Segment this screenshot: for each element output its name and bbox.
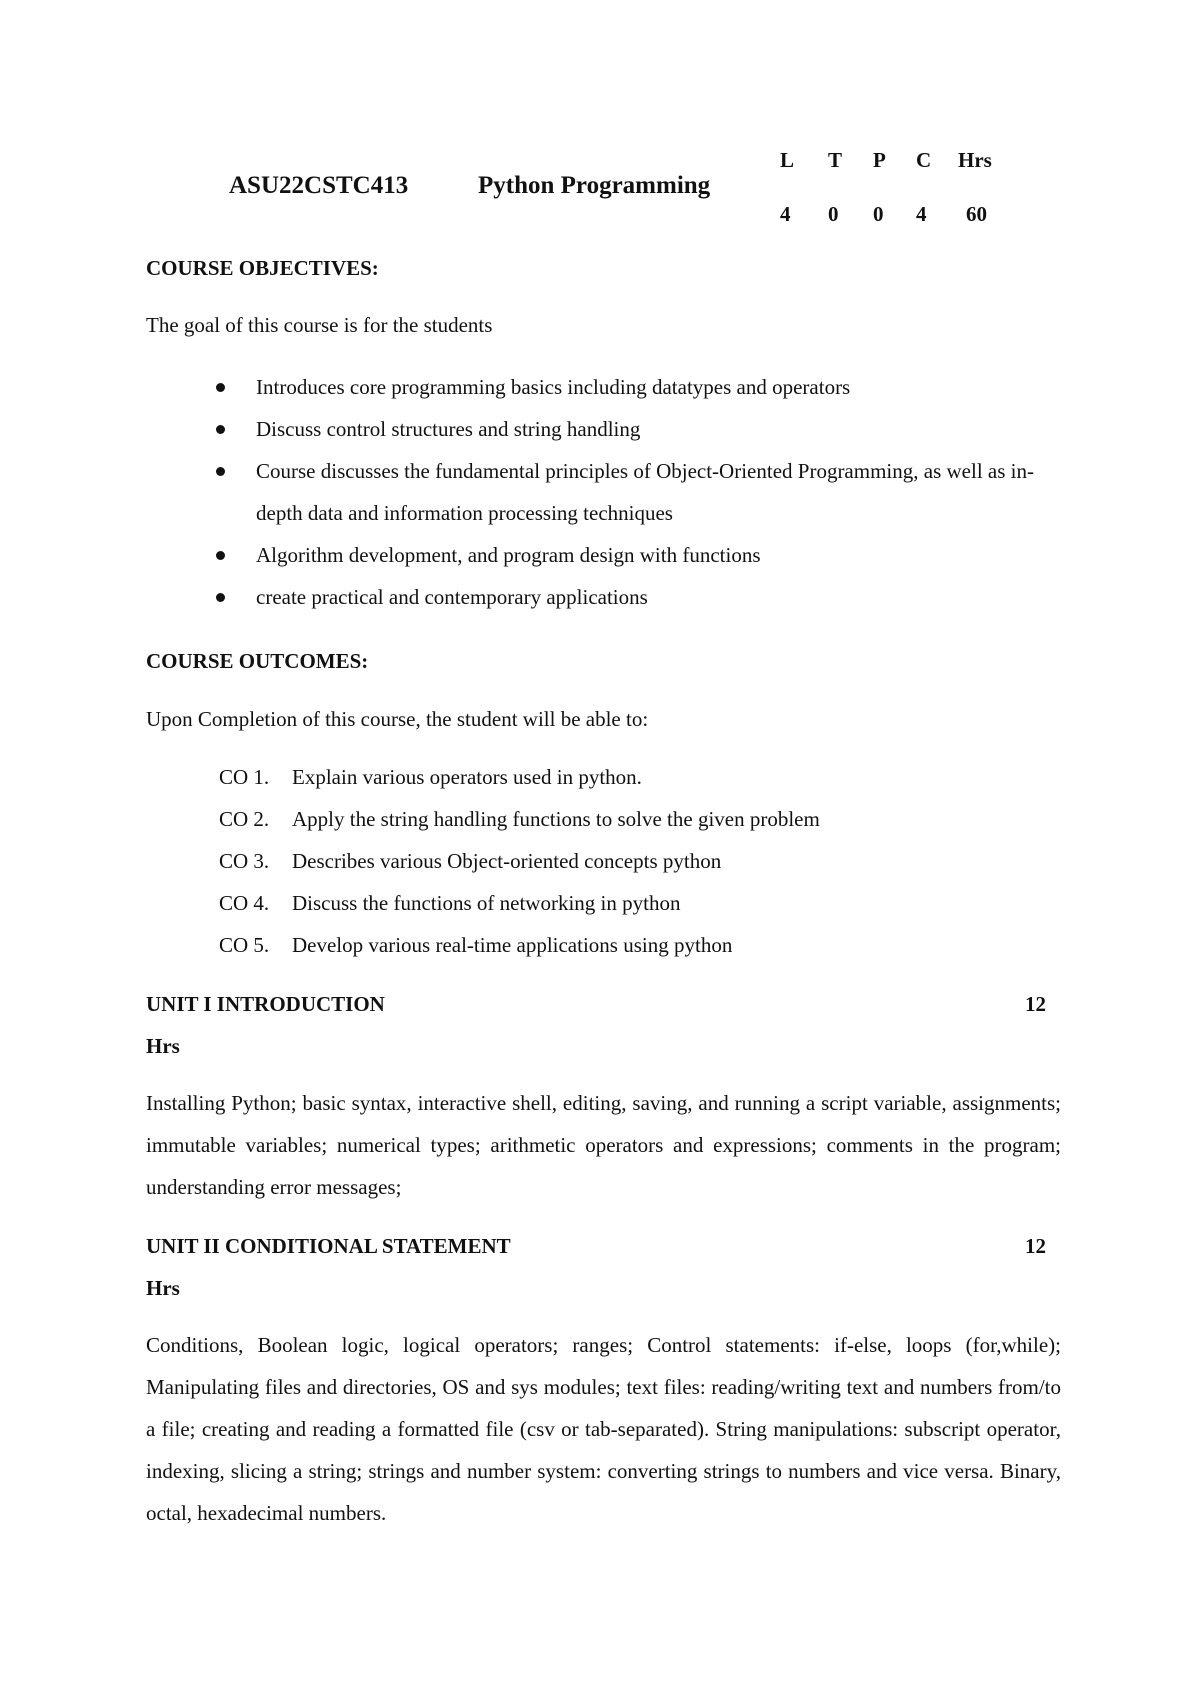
ltpc-value-hrs: 60: [966, 202, 987, 226]
course-title: Python Programming: [478, 172, 711, 199]
outcome-text: Develop various real-time applications using python: [292, 933, 733, 957]
outcome-number: CO 4.: [219, 891, 270, 915]
outcome-number: CO 1.: [219, 765, 270, 789]
outcome-number: CO 2.: [219, 807, 270, 831]
unit-2-hours: 12: [1025, 1234, 1046, 1258]
unit-1-title: UNIT I INTRODUCTION: [146, 992, 385, 1016]
list-item: [216, 576, 1066, 618]
objective-text: Discuss control structures and string handling: [256, 417, 641, 441]
list-item: [216, 366, 1066, 408]
unit-1-hours-label: Hrs: [146, 1034, 180, 1058]
objectives-list: [216, 366, 1066, 618]
ltpc-label-hrs: Hrs: [958, 148, 992, 172]
unit-1-body: Installing Python; basic syntax, interactive shell, editing, saving, and running a script variable, assignments; immutable variables; numerical types; arithmetic operators and expressions; comments in the program; understanding error messages;: [146, 1091, 1061, 1199]
bullet-icon: [216, 467, 225, 476]
list-item: [219, 756, 820, 798]
bullet-icon: [216, 593, 225, 602]
ltpc-label-p: P: [873, 148, 886, 172]
outcome-text: Apply the string handling functions to solve the given problem: [292, 807, 820, 831]
objective-text: Introduces core programming basics including datatypes and operators: [256, 375, 851, 399]
ltpc-label-l: L: [780, 148, 795, 172]
unit-2-hours-label: Hrs: [146, 1276, 180, 1300]
outcome-text: Discuss the functions of networking in python: [292, 891, 681, 915]
ltpc-label-t: T: [828, 148, 843, 172]
list-item: [216, 408, 1066, 450]
unit-2-title: UNIT II CONDITIONAL STATEMENT: [146, 1234, 511, 1258]
list-item: [216, 534, 1066, 576]
objective-text: create practical and contemporary applications: [256, 585, 648, 609]
list-item: [219, 840, 820, 882]
outcome-number: CO 3.: [219, 849, 270, 873]
list-item: [219, 798, 820, 840]
unit-2-body: Conditions, Boolean logic, logical operators; ranges; Control statements: if-else, loops (for,while); Manipulating files and directories, OS and sys modules; text files: reading/writing text and numbers from/to a file; creating and reading a formatted file (csv or tab-separated). String manipulations: subscript operator, indexing, slicing a string; strings and number system: converting strings to numbers and vice versa. Binary, octal, hexadecimal numbers.: [146, 1333, 1061, 1525]
ltpc-value-c: 4: [916, 202, 927, 226]
bullet-icon: [216, 425, 225, 434]
outcome-text: Describes various Object-oriented concepts python: [292, 849, 722, 873]
outcome-text: Explain various operators used in python.: [292, 765, 642, 789]
course-code: ASU22CSTC413: [229, 172, 409, 199]
ltpc-value-l: 4: [780, 202, 791, 226]
bullet-icon: [216, 551, 225, 560]
list-item: [216, 450, 1066, 534]
list-item: [219, 924, 820, 966]
outcomes-list: [219, 756, 820, 966]
objective-text: Course discusses the fundamental principles of Object-Oriented Programming, as well as in-depth data and information processing techniques: [256, 459, 1034, 525]
outcome-number: CO 5.: [219, 933, 270, 957]
unit-1-hours: 12: [1025, 992, 1046, 1016]
objectives-heading: COURSE OBJECTIVES:: [146, 256, 379, 280]
ltpc-value-t: 0: [828, 202, 839, 226]
outcomes-intro: Upon Completion of this course, the student will be able to:: [146, 707, 649, 731]
ltpc-value-p: 0: [873, 202, 884, 226]
outcomes-heading: COURSE OUTCOMES:: [146, 649, 369, 673]
list-item: [219, 882, 820, 924]
objectives-intro: The goal of this course is for the students: [146, 313, 493, 337]
bullet-icon: [216, 383, 225, 392]
objective-text: Algorithm development, and program design with functions: [256, 543, 761, 567]
ltpc-label-c: C: [916, 148, 932, 172]
